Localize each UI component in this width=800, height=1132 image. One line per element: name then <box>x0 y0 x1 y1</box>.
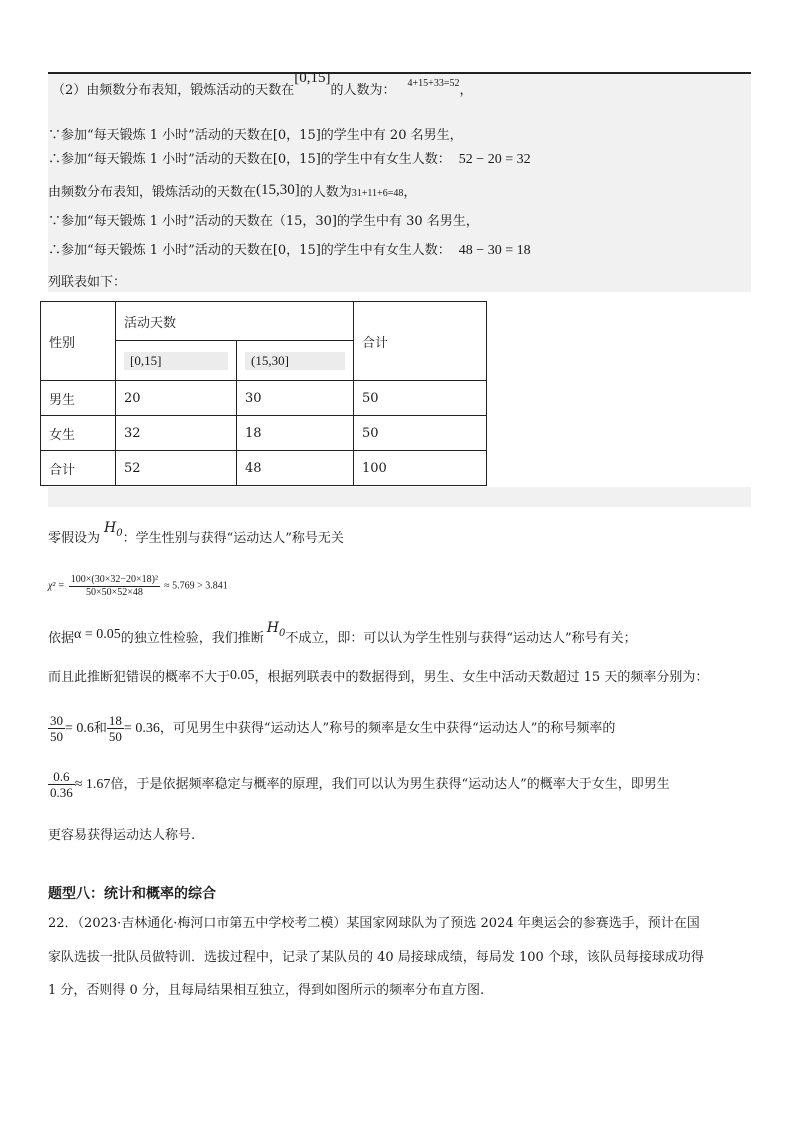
equation-sum1: 4+15+33=52 <box>407 78 460 89</box>
part2-line5: ∵参加“每天锻炼 1 小时”活动的天数在（15，30]的学生中有 30 名男生， <box>48 214 479 229</box>
fraction-ratio <box>48 769 75 800</box>
header-col-0-15-text: [0,15] <box>124 352 228 370</box>
row-label: 男生 <box>41 381 116 416</box>
cell: 30 <box>237 381 354 416</box>
row-label: 合计 <box>41 451 116 486</box>
frac-num: 0.6 <box>48 769 75 785</box>
text: ：学生性别与获得“运动达人”称号无关 <box>122 531 344 546</box>
cell: 18 <box>237 416 354 451</box>
table-row <box>41 451 487 486</box>
frac-den: 50 <box>108 729 122 744</box>
conclusion-line4 <box>48 767 670 803</box>
h0-letter: H <box>266 620 279 636</box>
cell: 48 <box>237 451 354 486</box>
table-row <box>41 381 487 416</box>
conclusion-line1 <box>48 620 637 652</box>
part2-line4 <box>48 184 416 202</box>
interval-15-30: (15,30] <box>256 182 300 198</box>
conclusion-line2 <box>48 670 708 686</box>
text: 的独立性检验，我们推断 <box>120 631 264 646</box>
text: ， <box>459 83 473 98</box>
cell: 32 <box>116 416 237 451</box>
contingency-table <box>40 301 487 486</box>
cell: 50 <box>354 381 487 416</box>
header-col-15-30 <box>237 341 354 381</box>
frac-den: 50 <box>50 729 63 744</box>
chi-fraction <box>69 574 160 599</box>
question22-line3: 1 分，否则得 0 分，且每局结果相互独立，得到如图所示的频率分布直方图. <box>48 983 485 998</box>
part2-line7: 列联表如下： <box>48 275 127 290</box>
frac-result: ≈ 1.67 <box>74 777 111 792</box>
chi-square-formula <box>48 574 228 599</box>
text: 而且此推断犯错误的概率不大于 <box>48 670 231 685</box>
chi-numerator: 100×(30×32−20×18)² <box>70 574 159 585</box>
h0-subscript: 0 <box>278 627 286 639</box>
frac-den: 0.36 <box>50 785 73 800</box>
equation-diff2: 48 − 30 = 18 <box>458 243 531 258</box>
text: ，可见男生中获得“运动达人”称号的频率是女生中获得“运动达人”的称号频率的 <box>159 721 616 736</box>
fraction-30-50 <box>48 713 65 744</box>
row-label: 女生 <box>41 416 116 451</box>
question22-line1: 22．（2023·吉林通化·梅河口市第五中学校考二模）某国家网球队为了预选 2024 年奥运会的参赛选手，预计在国 <box>48 916 700 931</box>
equation-sum2: 31+11+6=48 <box>351 188 404 199</box>
header-total: 合计 <box>354 302 487 381</box>
h0-symbol <box>104 520 123 539</box>
text: （2）由频数分布表知，锻炼活动的天数在 <box>52 83 295 98</box>
part2-line3 <box>48 152 531 168</box>
part2-line6 <box>48 243 531 259</box>
question22-line2: 家队选拔一批队员做特训．选拔过程中，记录了某队员的 40 局接球成绩，每局发 100 个球，该队员每接球成功得 <box>48 950 704 965</box>
part2-line1 <box>52 70 473 100</box>
fraction-18-50 <box>107 713 124 744</box>
frac-result: = 0.36 <box>123 721 160 736</box>
text: 不成立，即：可以认为学生性别与获得“运动达人”称号有关； <box>285 631 637 646</box>
section-heading: 题型八：统计和概率的综合 <box>48 886 216 902</box>
text: ∴参加“每天锻炼 1 小时”活动的天数在[0，15]的学生中有女生人数： <box>48 152 451 167</box>
header-activity-days: 活动天数 <box>116 302 354 341</box>
frac-num: 18 <box>108 713 122 728</box>
solution-shade-top <box>48 74 751 292</box>
h0-subscript: 0 <box>116 527 123 539</box>
alpha-value: α = 0.05 <box>74 627 121 642</box>
header-col-0-15 <box>116 341 237 381</box>
text: 倍，于是依据频率稳定与概率的原理，我们可以认为男生获得“运动达人”的概率大于女生，即男生 <box>110 777 670 792</box>
frac-result: = 0.6 <box>65 721 94 736</box>
frac-num: 30 <box>50 713 63 728</box>
conclusion-line5: 更容易获得运动达人称号. <box>48 828 196 843</box>
text: ， <box>403 185 417 200</box>
text: 依据 <box>48 631 75 646</box>
chi-rhs: ≈ 5.769 > 3.841 <box>164 580 228 592</box>
h0-letter: H <box>104 520 117 536</box>
cell: 52 <box>116 451 237 486</box>
chi-denominator: 50×50×52×48 <box>85 587 143 598</box>
cell: 100 <box>354 451 487 486</box>
conclusion-line3 <box>48 711 615 747</box>
significance-value: 0.05 <box>230 668 255 683</box>
chi-lhs: χ² = <box>48 580 65 592</box>
solution-shade-bottom <box>48 487 751 507</box>
text: 的人数为 <box>299 185 352 200</box>
interval-0-15: [0,15] <box>294 70 331 86</box>
null-hypothesis <box>48 520 344 552</box>
part2-line2: ∵参加“每天锻炼 1 小时”活动的天数在[0，15]的学生中有 20 名男生， <box>48 128 463 143</box>
cell: 50 <box>354 416 487 451</box>
text: 的人数为： <box>330 83 396 98</box>
equation-diff1: 52 − 20 = 32 <box>458 152 531 167</box>
text: 和 <box>93 721 107 736</box>
text: 由频数分布表知，锻炼活动的天数在 <box>48 185 257 200</box>
text: ，根据列联表中的数据得到，男生、女生中活动天数超过 15 天的频率分别为： <box>254 670 709 685</box>
header-gender: 性别 <box>41 302 116 381</box>
h0-symbol <box>266 620 286 639</box>
cell: 20 <box>116 381 237 416</box>
text: 零假设为 <box>48 531 101 546</box>
table-row <box>41 416 487 451</box>
text: ∴参加“每天锻炼 1 小时”活动的天数在[0，15]的学生中有女生人数： <box>48 243 451 258</box>
header-col-15-30-text: (15,30] <box>245 352 345 370</box>
